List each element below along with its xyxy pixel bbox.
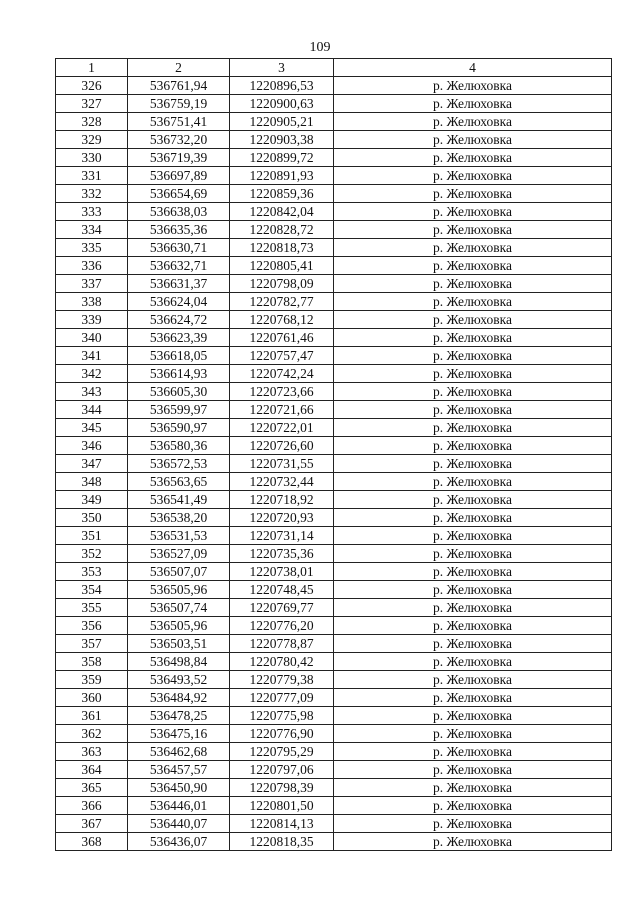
- cell-x-coordinate: 536614,93: [128, 365, 230, 383]
- cell-point-number: 359: [56, 671, 128, 689]
- cell-x-coordinate: 536446,01: [128, 797, 230, 815]
- cell-y-coordinate: 1220777,09: [230, 689, 334, 707]
- cell-y-coordinate: 1220798,09: [230, 275, 334, 293]
- column-header-x-coordinate: 2: [128, 59, 230, 77]
- cell-description: р. Желюховка: [334, 707, 612, 725]
- cell-point-number: 335: [56, 239, 128, 257]
- table-row: [56, 599, 612, 617]
- cell-description: р. Желюховка: [334, 653, 612, 671]
- table-row: [56, 815, 612, 833]
- cell-x-coordinate: 536450,90: [128, 779, 230, 797]
- coordinates-table: [55, 58, 612, 851]
- cell-x-coordinate: 536503,51: [128, 635, 230, 653]
- cell-y-coordinate: 1220900,63: [230, 95, 334, 113]
- cell-point-number: 365: [56, 779, 128, 797]
- cell-x-coordinate: 536505,96: [128, 581, 230, 599]
- cell-description: р. Желюховка: [334, 833, 612, 851]
- cell-y-coordinate: 1220779,38: [230, 671, 334, 689]
- cell-point-number: 338: [56, 293, 128, 311]
- cell-point-number: 331: [56, 167, 128, 185]
- cell-x-coordinate: 536632,71: [128, 257, 230, 275]
- table-body: [56, 77, 612, 851]
- cell-point-number: 328: [56, 113, 128, 131]
- table-row: [56, 95, 612, 113]
- table-row: [56, 77, 612, 95]
- cell-y-coordinate: 1220761,46: [230, 329, 334, 347]
- cell-point-number: 330: [56, 149, 128, 167]
- cell-y-coordinate: 1220859,36: [230, 185, 334, 203]
- cell-description: р. Желюховка: [334, 491, 612, 509]
- cell-y-coordinate: 1220818,73: [230, 239, 334, 257]
- table-row: [56, 617, 612, 635]
- cell-description: р. Желюховка: [334, 365, 612, 383]
- table-row: [56, 653, 612, 671]
- cell-point-number: 337: [56, 275, 128, 293]
- cell-x-coordinate: 536631,37: [128, 275, 230, 293]
- cell-description: р. Желюховка: [334, 95, 612, 113]
- cell-description: р. Желюховка: [334, 437, 612, 455]
- cell-x-coordinate: 536527,09: [128, 545, 230, 563]
- cell-point-number: 327: [56, 95, 128, 113]
- cell-point-number: 329: [56, 131, 128, 149]
- cell-point-number: 341: [56, 347, 128, 365]
- cell-x-coordinate: 536478,25: [128, 707, 230, 725]
- cell-y-coordinate: 1220776,20: [230, 617, 334, 635]
- table-row: [56, 203, 612, 221]
- cell-y-coordinate: 1220769,77: [230, 599, 334, 617]
- cell-x-coordinate: 536618,05: [128, 347, 230, 365]
- cell-y-coordinate: 1220776,90: [230, 725, 334, 743]
- cell-y-coordinate: 1220891,93: [230, 167, 334, 185]
- table-row: [56, 671, 612, 689]
- cell-description: р. Желюховка: [334, 221, 612, 239]
- cell-description: р. Желюховка: [334, 473, 612, 491]
- cell-x-coordinate: 536541,49: [128, 491, 230, 509]
- cell-description: р. Желюховка: [334, 131, 612, 149]
- cell-x-coordinate: 536623,39: [128, 329, 230, 347]
- cell-point-number: 368: [56, 833, 128, 851]
- cell-x-coordinate: 536761,94: [128, 77, 230, 95]
- cell-x-coordinate: 536590,97: [128, 419, 230, 437]
- cell-y-coordinate: 1220903,38: [230, 131, 334, 149]
- cell-x-coordinate: 536580,36: [128, 437, 230, 455]
- table-row: [56, 239, 612, 257]
- cell-x-coordinate: 536505,96: [128, 617, 230, 635]
- table-row: [56, 473, 612, 491]
- table-row: [56, 113, 612, 131]
- cell-point-number: 358: [56, 653, 128, 671]
- cell-point-number: 342: [56, 365, 128, 383]
- table-row: [56, 455, 612, 473]
- table-row: [56, 365, 612, 383]
- cell-description: р. Желюховка: [334, 797, 612, 815]
- cell-description: р. Желюховка: [334, 743, 612, 761]
- cell-point-number: 347: [56, 455, 128, 473]
- cell-description: р. Желюховка: [334, 329, 612, 347]
- cell-point-number: 339: [56, 311, 128, 329]
- cell-y-coordinate: 1220738,01: [230, 563, 334, 581]
- cell-y-coordinate: 1220814,13: [230, 815, 334, 833]
- cell-description: р. Желюховка: [334, 77, 612, 95]
- cell-description: р. Желюховка: [334, 239, 612, 257]
- cell-y-coordinate: 1220828,72: [230, 221, 334, 239]
- cell-point-number: 344: [56, 401, 128, 419]
- cell-point-number: 353: [56, 563, 128, 581]
- cell-y-coordinate: 1220782,77: [230, 293, 334, 311]
- cell-description: р. Желюховка: [334, 113, 612, 131]
- table-row: [56, 527, 612, 545]
- cell-point-number: 352: [56, 545, 128, 563]
- cell-x-coordinate: 536498,84: [128, 653, 230, 671]
- table-row: [56, 311, 612, 329]
- cell-description: р. Желюховка: [334, 725, 612, 743]
- cell-y-coordinate: 1220801,50: [230, 797, 334, 815]
- table-row: [56, 725, 612, 743]
- cell-point-number: 349: [56, 491, 128, 509]
- cell-x-coordinate: 536638,03: [128, 203, 230, 221]
- cell-y-coordinate: 1220748,45: [230, 581, 334, 599]
- cell-point-number: 345: [56, 419, 128, 437]
- cell-x-coordinate: 536457,57: [128, 761, 230, 779]
- cell-description: р. Желюховка: [334, 815, 612, 833]
- table-row: [56, 509, 612, 527]
- cell-x-coordinate: 536624,04: [128, 293, 230, 311]
- cell-description: р. Желюховка: [334, 509, 612, 527]
- cell-x-coordinate: 536493,52: [128, 671, 230, 689]
- cell-description: р. Желюховка: [334, 383, 612, 401]
- cell-point-number: 326: [56, 77, 128, 95]
- cell-y-coordinate: 1220723,66: [230, 383, 334, 401]
- cell-y-coordinate: 1220778,87: [230, 635, 334, 653]
- cell-x-coordinate: 536599,97: [128, 401, 230, 419]
- table-row: [56, 149, 612, 167]
- cell-description: р. Желюховка: [334, 419, 612, 437]
- cell-description: р. Желюховка: [334, 761, 612, 779]
- cell-x-coordinate: 536436,07: [128, 833, 230, 851]
- table-row: [56, 743, 612, 761]
- table-row: [56, 797, 612, 815]
- cell-y-coordinate: 1220899,72: [230, 149, 334, 167]
- cell-x-coordinate: 536759,19: [128, 95, 230, 113]
- cell-point-number: 348: [56, 473, 128, 491]
- cell-description: р. Желюховка: [334, 293, 612, 311]
- column-header-y-coordinate: 3: [230, 59, 334, 77]
- cell-description: р. Желюховка: [334, 185, 612, 203]
- cell-description: р. Желюховка: [334, 527, 612, 545]
- table-row: [56, 635, 612, 653]
- page-number: 109: [309, 40, 331, 55]
- cell-description: р. Желюховка: [334, 545, 612, 563]
- cell-y-coordinate: 1220775,98: [230, 707, 334, 725]
- cell-point-number: 340: [56, 329, 128, 347]
- cell-description: р. Желюховка: [334, 779, 612, 797]
- table-row: [56, 329, 612, 347]
- cell-x-coordinate: 536507,07: [128, 563, 230, 581]
- cell-y-coordinate: 1220721,66: [230, 401, 334, 419]
- cell-point-number: 343: [56, 383, 128, 401]
- table-row: [56, 131, 612, 149]
- cell-point-number: 334: [56, 221, 128, 239]
- cell-point-number: 336: [56, 257, 128, 275]
- cell-point-number: 360: [56, 689, 128, 707]
- cell-description: р. Желюховка: [334, 149, 612, 167]
- table-row: [56, 383, 612, 401]
- cell-description: р. Желюховка: [334, 257, 612, 275]
- table-row: [56, 779, 612, 797]
- table-row: [56, 491, 612, 509]
- cell-x-coordinate: 536732,20: [128, 131, 230, 149]
- table-row: [56, 401, 612, 419]
- cell-x-coordinate: 536475,16: [128, 725, 230, 743]
- cell-point-number: 364: [56, 761, 128, 779]
- cell-y-coordinate: 1220818,35: [230, 833, 334, 851]
- cell-point-number: 346: [56, 437, 128, 455]
- cell-description: р. Желюховка: [334, 599, 612, 617]
- cell-x-coordinate: 536630,71: [128, 239, 230, 257]
- column-header-point-number: 1: [56, 59, 128, 77]
- table-row: [56, 761, 612, 779]
- cell-point-number: 362: [56, 725, 128, 743]
- cell-y-coordinate: 1220720,93: [230, 509, 334, 527]
- table-row: [56, 293, 612, 311]
- table-row: [56, 545, 612, 563]
- cell-y-coordinate: 1220718,92: [230, 491, 334, 509]
- cell-point-number: 367: [56, 815, 128, 833]
- cell-description: р. Желюховка: [334, 203, 612, 221]
- cell-description: р. Желюховка: [334, 311, 612, 329]
- cell-point-number: 350: [56, 509, 128, 527]
- cell-y-coordinate: 1220768,12: [230, 311, 334, 329]
- cell-x-coordinate: 536624,72: [128, 311, 230, 329]
- cell-point-number: 351: [56, 527, 128, 545]
- cell-y-coordinate: 1220731,14: [230, 527, 334, 545]
- cell-point-number: 354: [56, 581, 128, 599]
- cell-point-number: 361: [56, 707, 128, 725]
- table-row: [56, 257, 612, 275]
- cell-point-number: 363: [56, 743, 128, 761]
- cell-y-coordinate: 1220905,21: [230, 113, 334, 131]
- cell-x-coordinate: 536538,20: [128, 509, 230, 527]
- cell-x-coordinate: 536697,89: [128, 167, 230, 185]
- cell-description: р. Желюховка: [334, 635, 612, 653]
- cell-x-coordinate: 536563,65: [128, 473, 230, 491]
- table-row: [56, 185, 612, 203]
- cell-x-coordinate: 536572,53: [128, 455, 230, 473]
- cell-y-coordinate: 1220742,24: [230, 365, 334, 383]
- cell-point-number: 355: [56, 599, 128, 617]
- cell-description: р. Желюховка: [334, 455, 612, 473]
- cell-y-coordinate: 1220805,41: [230, 257, 334, 275]
- cell-description: р. Желюховка: [334, 617, 612, 635]
- cell-y-coordinate: 1220795,29: [230, 743, 334, 761]
- cell-description: р. Желюховка: [334, 581, 612, 599]
- cell-x-coordinate: 536719,39: [128, 149, 230, 167]
- table-row: [56, 833, 612, 851]
- cell-y-coordinate: 1220798,39: [230, 779, 334, 797]
- cell-point-number: 366: [56, 797, 128, 815]
- cell-x-coordinate: 536484,92: [128, 689, 230, 707]
- cell-point-number: 332: [56, 185, 128, 203]
- cell-y-coordinate: 1220732,44: [230, 473, 334, 491]
- cell-point-number: 357: [56, 635, 128, 653]
- cell-y-coordinate: 1220842,04: [230, 203, 334, 221]
- cell-description: р. Желюховка: [334, 671, 612, 689]
- cell-x-coordinate: 536605,30: [128, 383, 230, 401]
- table-row: [56, 437, 612, 455]
- cell-y-coordinate: 1220896,53: [230, 77, 334, 95]
- table-row: [56, 347, 612, 365]
- table-header-row: [56, 59, 612, 77]
- cell-x-coordinate: 536507,74: [128, 599, 230, 617]
- table-row: [56, 581, 612, 599]
- cell-x-coordinate: 536751,41: [128, 113, 230, 131]
- cell-y-coordinate: 1220797,06: [230, 761, 334, 779]
- cell-x-coordinate: 536531,53: [128, 527, 230, 545]
- cell-point-number: 333: [56, 203, 128, 221]
- table-row: [56, 707, 612, 725]
- cell-x-coordinate: 536462,68: [128, 743, 230, 761]
- cell-y-coordinate: 1220731,55: [230, 455, 334, 473]
- cell-y-coordinate: 1220726,60: [230, 437, 334, 455]
- cell-description: р. Желюховка: [334, 401, 612, 419]
- table-row: [56, 167, 612, 185]
- cell-point-number: 356: [56, 617, 128, 635]
- table-row: [56, 221, 612, 239]
- cell-x-coordinate: 536440,07: [128, 815, 230, 833]
- table-row: [56, 275, 612, 293]
- cell-x-coordinate: 536654,69: [128, 185, 230, 203]
- table-row: [56, 563, 612, 581]
- cell-y-coordinate: 1220780,42: [230, 653, 334, 671]
- cell-description: р. Желюховка: [334, 275, 612, 293]
- table-row: [56, 689, 612, 707]
- cell-description: р. Желюховка: [334, 347, 612, 365]
- cell-y-coordinate: 1220757,47: [230, 347, 334, 365]
- cell-y-coordinate: 1220722,01: [230, 419, 334, 437]
- cell-y-coordinate: 1220735,36: [230, 545, 334, 563]
- cell-description: р. Желюховка: [334, 167, 612, 185]
- cell-x-coordinate: 536635,36: [128, 221, 230, 239]
- table-row: [56, 419, 612, 437]
- cell-description: р. Желюховка: [334, 563, 612, 581]
- column-header-description: 4: [334, 59, 612, 77]
- cell-description: р. Желюховка: [334, 689, 612, 707]
